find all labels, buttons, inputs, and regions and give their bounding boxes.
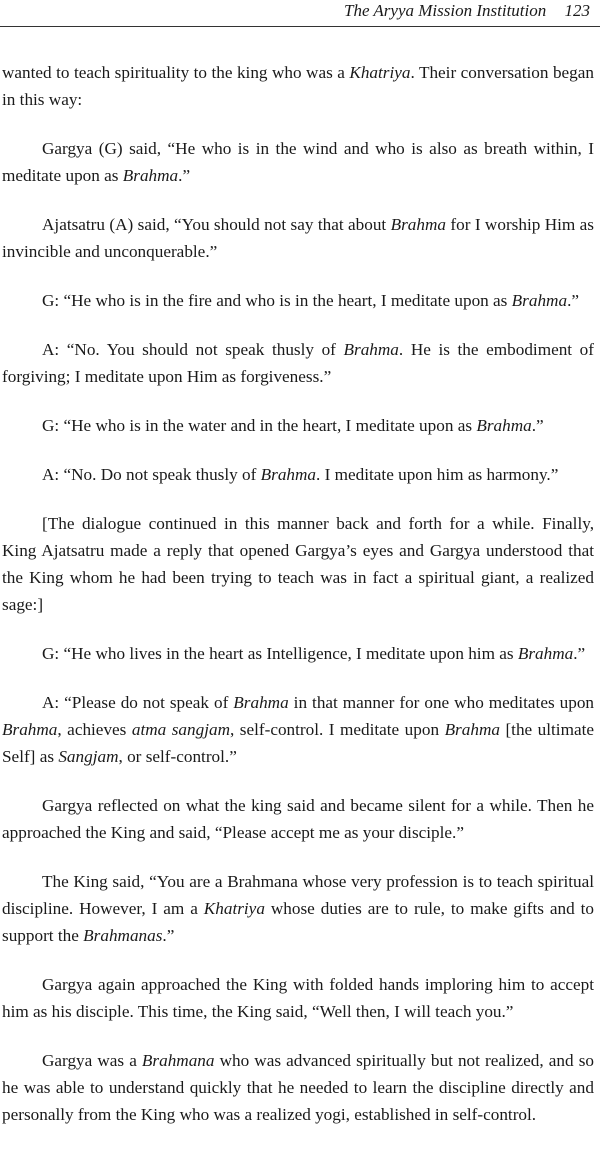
text-run: .” bbox=[162, 926, 175, 945]
text-run: , or self-control.” bbox=[118, 747, 237, 766]
paragraph bbox=[2, 971, 594, 1025]
paragraph bbox=[2, 689, 594, 770]
text-run: Gargya (G) said, “He who is in the wind and who is also as breath within, I meditate upon as bbox=[2, 139, 594, 185]
text-run: Gargya was a bbox=[42, 1051, 142, 1070]
text-run: .” bbox=[531, 416, 544, 435]
text-run: Gargya again approached the King with folded hands imploring him to accept him as his disciple. This time, the King said, “Well then, I will teach you.” bbox=[2, 975, 594, 1021]
text-run: [The dialogue continued in this manner back and forth for a while. Finally, King Ajatsatru made a reply that opened Gargya’s eyes and Gargya understood that the King whom he had been trying to teach was in fact a spiritual giant, a realized sage:] bbox=[2, 514, 594, 614]
text-run: .” bbox=[573, 644, 586, 663]
page-number: 123 bbox=[564, 1, 590, 20]
paragraph bbox=[2, 287, 594, 314]
text-run: G: “He who is in the fire and who is in the heart, I meditate upon as bbox=[42, 291, 512, 310]
italic-term: Brahma bbox=[122, 166, 179, 185]
paragraph bbox=[2, 336, 594, 390]
text-run: A: “Please do not speak of bbox=[42, 693, 234, 712]
italic-term: Brahma bbox=[511, 291, 568, 310]
italic-term: atma sangjam bbox=[131, 720, 230, 739]
paragraph bbox=[2, 211, 594, 265]
text-run: Gargya reflected on what the king said and became silent for a while. Then he approached the King and said, “Please accept me as your disciple.” bbox=[2, 796, 594, 842]
italic-term: Brahmanas bbox=[83, 926, 163, 945]
italic-term: Brahmana bbox=[141, 1051, 215, 1070]
italic-term: Brahma bbox=[517, 644, 574, 663]
text-run: G: “He who lives in the heart as Intelligence, I meditate upon him as bbox=[42, 644, 518, 663]
running-header bbox=[344, 0, 590, 22]
text-run: whose duties are to rule, to make gifts and to support the bbox=[2, 899, 595, 945]
italic-term: Sangjam bbox=[58, 747, 119, 766]
paragraph bbox=[2, 510, 594, 618]
paragraph bbox=[2, 135, 594, 189]
text-run: The King said, “You are a Brahmana whose very profession is to teach spiritual discipline. However, I am a bbox=[2, 872, 594, 918]
text-run: , achieves bbox=[57, 720, 132, 739]
italic-term: Brahma bbox=[233, 693, 289, 712]
text-run: A: “No. You should not speak thusly of bbox=[42, 340, 344, 359]
text-run: .” bbox=[178, 166, 191, 185]
text-run: . He is the embodiment of forgiving; I meditate upon Him as forgiveness.” bbox=[2, 340, 594, 386]
text-run: . Their conversation began in this way: bbox=[2, 63, 594, 109]
body-text bbox=[2, 59, 594, 1150]
italic-term: Brahma bbox=[343, 340, 399, 359]
text-run: [the ultimate Self] as bbox=[2, 720, 594, 766]
italic-term: Brahma bbox=[444, 720, 500, 739]
paragraph bbox=[2, 640, 594, 667]
italic-term: Khatriya bbox=[203, 899, 265, 918]
text-run: , self-control. I meditate upon bbox=[229, 720, 445, 739]
italic-term: Khatriya bbox=[349, 63, 411, 82]
text-run: in that manner for one who meditates upon bbox=[288, 693, 595, 712]
paragraph bbox=[2, 792, 594, 846]
italic-term: Brahma bbox=[260, 465, 317, 484]
italic-term: Brahma bbox=[476, 416, 532, 435]
paragraph bbox=[2, 868, 594, 949]
text-run: who was advanced spiritually but not realized, and so he was able to understand quickly that he needed to learn the discipline directly and personally from the King who was a realized yogi, established in self-control. bbox=[2, 1051, 594, 1124]
text-run: Ajatsatru (A) said, “You should not say that about bbox=[42, 215, 391, 234]
text-run: . I meditate upon him as harmony.” bbox=[316, 465, 559, 484]
text-run: for I worship Him as invincible and unconquerable.” bbox=[2, 215, 594, 261]
text-run: wanted to teach spirituality to the king who was a bbox=[2, 63, 350, 82]
italic-term: Brahma bbox=[390, 215, 446, 234]
paragraph bbox=[2, 1047, 594, 1128]
text-run: G: “He who is in the water and in the heart, I meditate upon as bbox=[42, 416, 477, 435]
paragraph bbox=[2, 412, 594, 439]
italic-term: Brahma bbox=[2, 720, 58, 739]
text-run: A: “No. Do not speak thusly of bbox=[42, 465, 261, 484]
running-header-title: The Aryya Mission Institution bbox=[343, 1, 547, 20]
header-rule bbox=[0, 26, 600, 27]
paragraph bbox=[2, 461, 594, 488]
text-run: .” bbox=[567, 291, 579, 310]
paragraph bbox=[2, 59, 594, 113]
